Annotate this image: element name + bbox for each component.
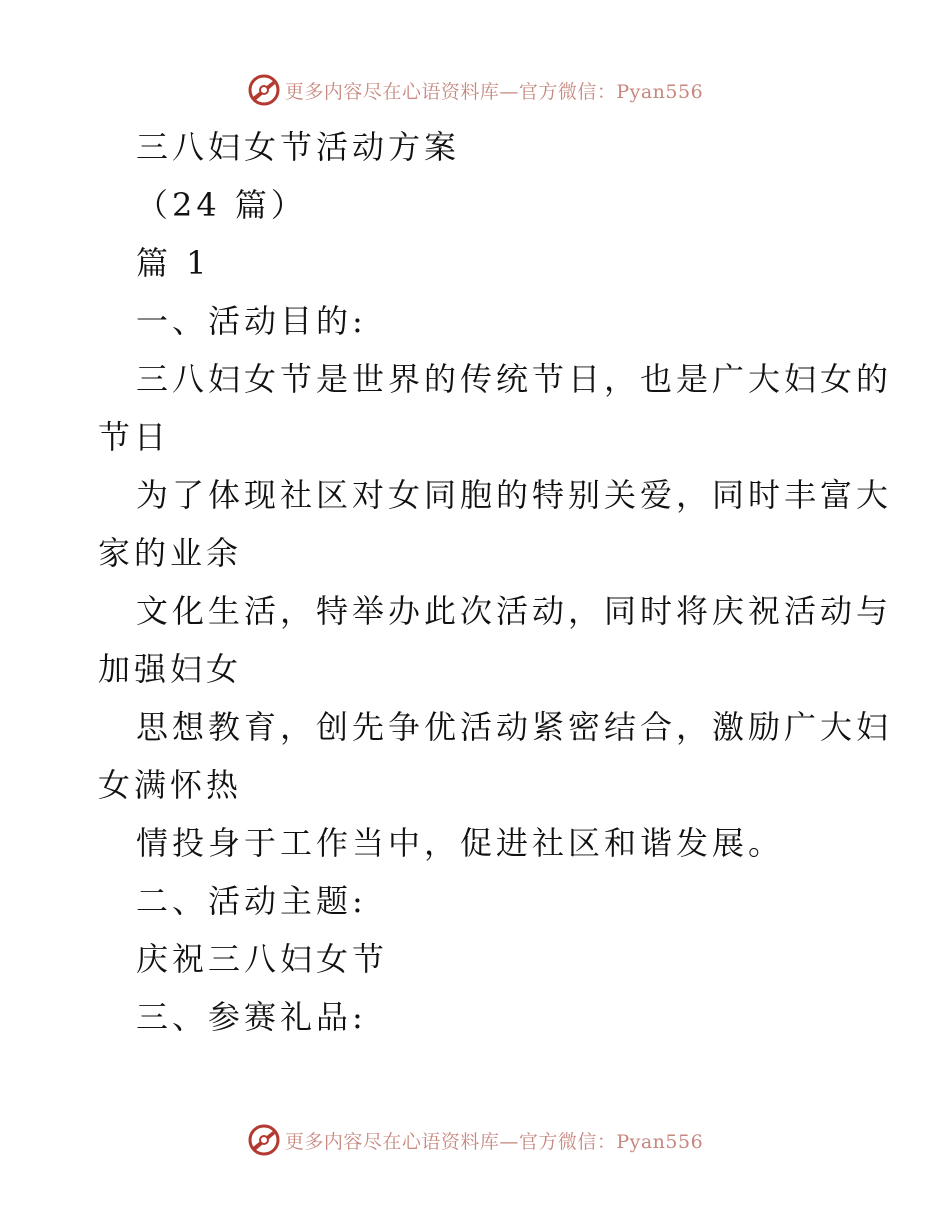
doc-line: 加强妇女: [98, 650, 243, 688]
doc-line: （24 篇）: [136, 186, 307, 224]
doc-line: 文化生活，特举办此次活动，同时将庆祝活动与: [136, 592, 893, 630]
doc-line: 家的业余: [98, 534, 243, 572]
doc-line: 三八妇女节活动方案: [136, 128, 461, 166]
document-body: [98, 118, 893, 1046]
footer-watermark: [0, 1120, 950, 1160]
pen-logo-icon: [247, 1123, 281, 1157]
pen-logo-icon: [247, 73, 281, 107]
doc-line: 情投身于工作当中，促进社区和谐发展。: [136, 824, 785, 862]
watermark-text: 更多内容尽在心语资料库—官方微信：Pyan556: [284, 1130, 704, 1153]
doc-line: 思想教育，创先争优活动紧密结合，激励广大妇: [136, 708, 893, 746]
header-watermark: [0, 70, 950, 110]
doc-line: 三八妇女节是世界的传统节日，也是广大妇女的: [136, 360, 893, 398]
watermark-text: 更多内容尽在心语资料库—官方微信：Pyan556: [284, 80, 704, 103]
doc-line: 一、活动目的:: [136, 302, 367, 340]
doc-line: 女满怀热: [98, 766, 243, 804]
doc-line: 二、活动主题:: [136, 882, 367, 920]
doc-line: 庆祝三八妇女节: [136, 940, 389, 978]
doc-line: 节日: [98, 418, 171, 456]
doc-line: 篇 1: [136, 244, 211, 282]
doc-line: 为了体现社区对女同胞的特别关爱，同时丰富大: [136, 476, 893, 514]
doc-line: 三、参赛礼品:: [136, 998, 367, 1036]
